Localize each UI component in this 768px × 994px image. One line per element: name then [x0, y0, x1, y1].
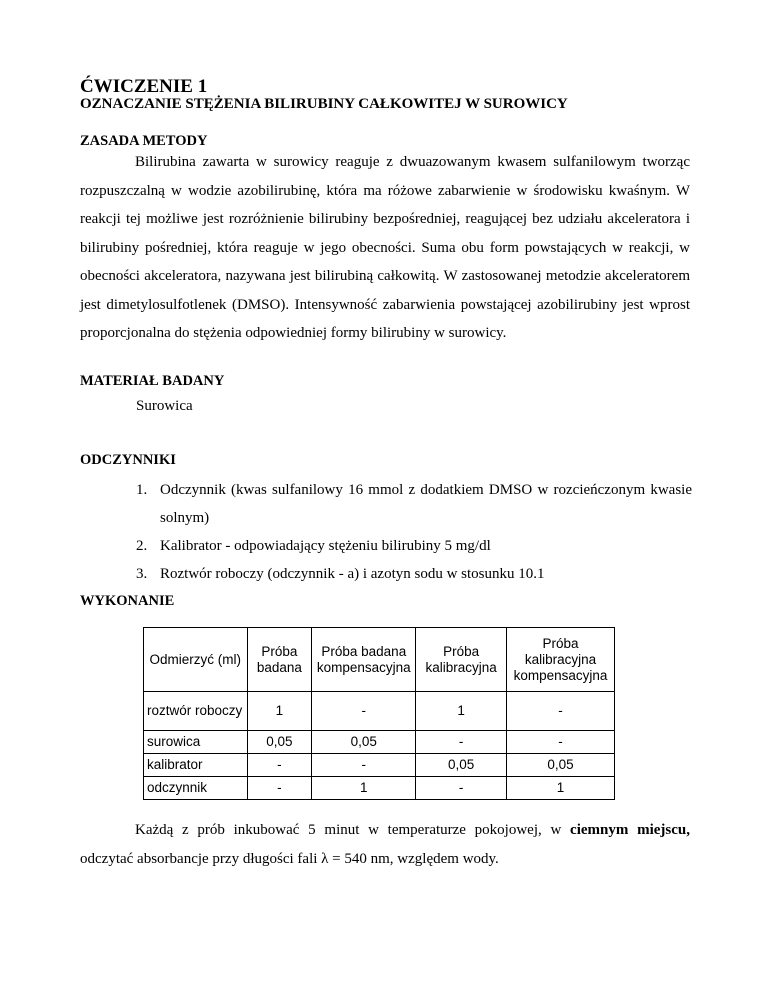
table-cell: 0,05 [507, 754, 615, 777]
table-row [144, 754, 615, 777]
header-calibration: Próba kalibracyjna [416, 628, 507, 692]
table-cell: 1 [507, 777, 615, 800]
note-text-end: odczytać absorbancje przy długości fali λ = 540 nm, względem wody. [80, 850, 499, 867]
header-measure: Odmierzyć (ml) [144, 628, 248, 692]
table-cell: - [247, 754, 312, 777]
list-item-text: Kalibrator - odpowiadający stężeniu bilirubiny 5 mg/dl [160, 538, 491, 554]
table-cell: 0,05 [247, 731, 312, 754]
table-row [144, 777, 615, 800]
list-item-text: Odczynnik (kwas sulfanilowy 16 mmol z dodatkiem DMSO w rozcieńczonym kwasie solnym) [160, 482, 692, 526]
table-cell: 0,05 [312, 731, 416, 754]
principle-paragraph [80, 148, 690, 348]
note-text-start: Każdą z prób inkubować 5 minut w temperaturze pokojowej, w [135, 822, 571, 838]
list-item-number: 1. [136, 482, 148, 498]
list-item-text: Roztwór roboczy (odczynnik - a) i azotyn sodu w stosunku 10.1 [160, 566, 545, 582]
header-calibration-compensation: Próba kalibracyjna kompensacyjna [507, 628, 615, 692]
table-cell: - [312, 692, 416, 731]
table-row [144, 731, 615, 754]
header-sample: Próba badana [247, 628, 312, 692]
reagents-list [136, 476, 692, 588]
table-cell: roztwór roboczy [144, 692, 248, 731]
table-row [144, 692, 615, 731]
reagents-heading: ODCZYNNIKI [80, 452, 176, 468]
material-text: Surowica [136, 398, 193, 414]
principle-text: Bilirubina zawarta w surowicy reaguje z dwuazowanym kwasem sulfanilowym tworząc rozpuszczalną w wodzie azobilirubinę, która ma różowe zabarwienie w środowisku kwaśnym. W reakcji tej możliwe jest rozróżnienie bilirubiny bezpośredniej, reagującej bez udziału akceleratora i bilirubiny pośredniej, która reaguje w jego obecności. Suma obu form powstających w reakcji, w obecności akceleratora, nazywana jest bilirubiną całkowitą. W zastosowanej metodzie akceleratorem jest dimetylosulfotlenek (DMSO). Intensywność zabarwienia powstającej azobilirubiny jest wprost proporcjonalna do stężenia odpowiedniej formy bilirubiny w surowicy. [80, 154, 690, 341]
table-cell: surowica [144, 731, 248, 754]
material-heading: MATERIAŁ BADANY [80, 373, 225, 389]
table-cell: 1 [416, 692, 507, 731]
principle-heading: ZASADA METODY [80, 133, 208, 149]
header-sample-compensation: Próba badana kompensacyjna [312, 628, 416, 692]
table-cell: - [416, 777, 507, 800]
table-header-row [144, 628, 615, 692]
note-bold-text: ciemnym miejscu, [570, 822, 690, 838]
exercise-subtitle: OZNACZANIE STĘŻENIA BILIRUBINY CAŁKOWITEJ W SUROWICY [80, 96, 568, 112]
table-cell: - [312, 754, 416, 777]
list-item [136, 560, 692, 588]
table-cell: - [507, 692, 615, 731]
table-cell: kalibrator [144, 754, 248, 777]
list-item [136, 476, 692, 532]
procedure-heading: WYKONANIE [80, 593, 175, 609]
table-cell: 1 [312, 777, 416, 800]
table-cell: - [507, 731, 615, 754]
table-cell: - [416, 731, 507, 754]
exercise-title: ĆWICZENIE 1 [80, 76, 208, 97]
procedure-table [143, 627, 615, 800]
table-cell: 1 [247, 692, 312, 731]
list-item-number: 3. [136, 566, 148, 582]
procedure-note [80, 816, 690, 873]
table-cell: - [247, 777, 312, 800]
table-cell: odczynnik [144, 777, 248, 800]
list-item-number: 2. [136, 538, 148, 554]
table-cell: 0,05 [416, 754, 507, 777]
list-item [136, 532, 692, 560]
